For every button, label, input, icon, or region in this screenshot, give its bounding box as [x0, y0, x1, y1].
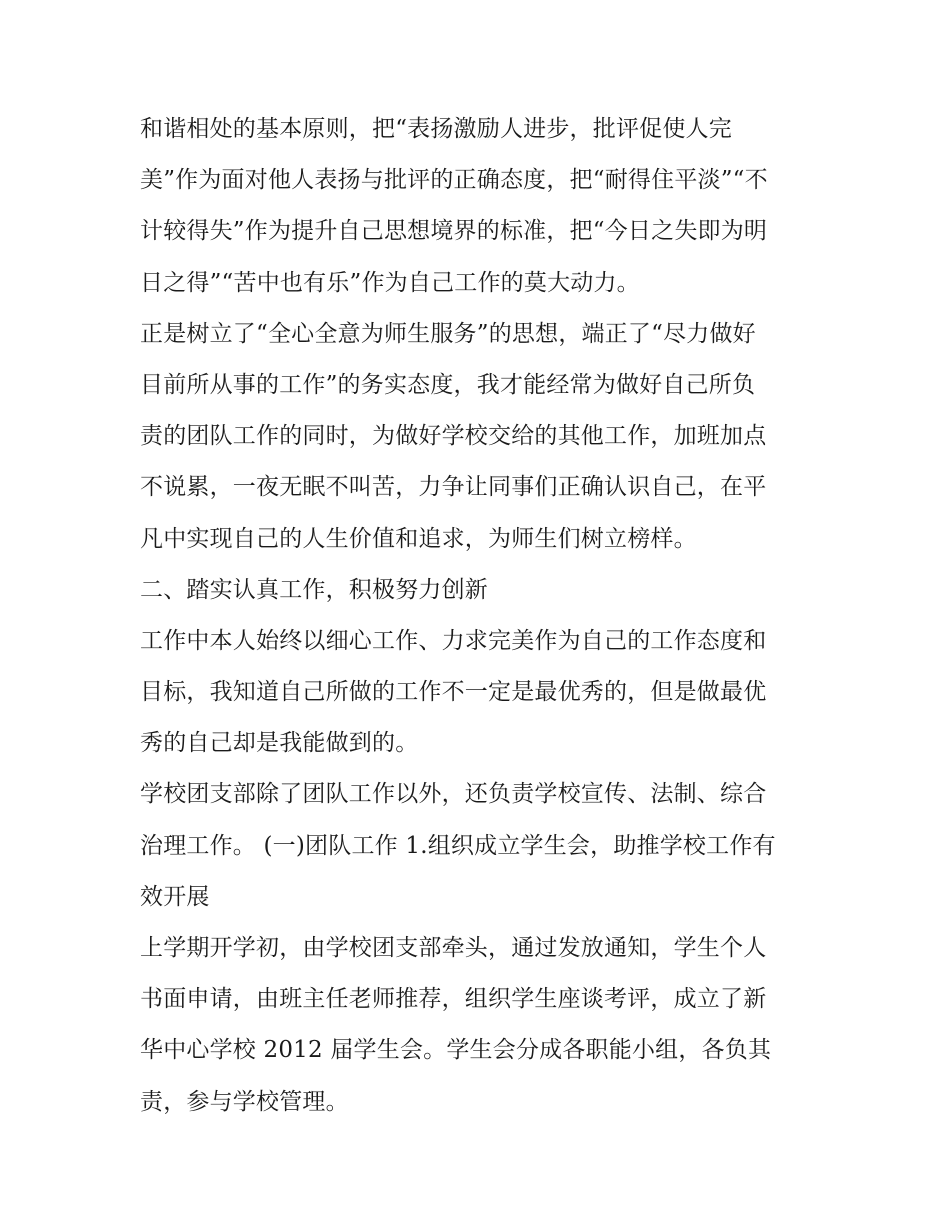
text-line: 学校团支部除了团队工作以外，还负责学校宣传、法制、综合 — [140, 781, 767, 808]
text-line: 目前所从事的工作”的务实态度，我才能经常为做好自己所负 — [140, 371, 756, 398]
text-line: 工作中本人始终以细心工作、力求完美作为自己的工作态度和 — [140, 627, 767, 654]
text-line: 华中心学校 2012 届学生会。学生会分成各职能小组，各负其 — [140, 1037, 772, 1064]
text-line: 日之得”“苦中也有乐”作为自己工作的莫大动力。 — [140, 269, 640, 296]
document-body — [140, 104, 820, 1128]
text-line: 不说累，一夜无眠不叫苦，力争让同事们正确认识自己，在平 — [140, 474, 767, 501]
text-line: 目标，我知道自己所做的工作不一定是最优秀的，但是做最优 — [140, 679, 767, 706]
text-line: 效开展 — [140, 883, 210, 910]
text-line: 责的团队工作的同时，为做好学校交给的其他工作，加班加点 — [140, 423, 767, 450]
text-line: 计较得失”作为提升自己思想境界的标准，把“今日之失即为明 — [140, 218, 768, 245]
text-line: 和谐相处的基本原则，把“表扬激励人进步，批评促使人完 — [140, 116, 732, 142]
text-line: 凡中实现自己的人生价值和追求，为师生们树立榜样。 — [140, 525, 697, 552]
text-line: 正是树立了“全心全意为师生服务”的思想，端正了“尽力做好 — [140, 320, 756, 347]
text-line: 治理工作。 (一)团队工作 1.组织成立学生会，助推学校工作有 — [140, 832, 776, 859]
text-line: 秀的自己却是我能做到的。 — [140, 730, 419, 757]
text-line: 书面申请，由班主任老师推荐，组织学生座谈考评，成立了新 — [140, 986, 767, 1013]
text-line: 上学期开学初，由学校团支部牵头，通过发放通知，学生个人 — [140, 935, 767, 961]
text-line: 美”作为面对他人表扬与批评的正确态度，把“耐得住平淡”“不 — [140, 167, 768, 194]
section-heading: 二、踏实认真工作，积极努力创新 — [140, 576, 488, 603]
text-line: 责，参与学校管理。 — [140, 1088, 349, 1115]
